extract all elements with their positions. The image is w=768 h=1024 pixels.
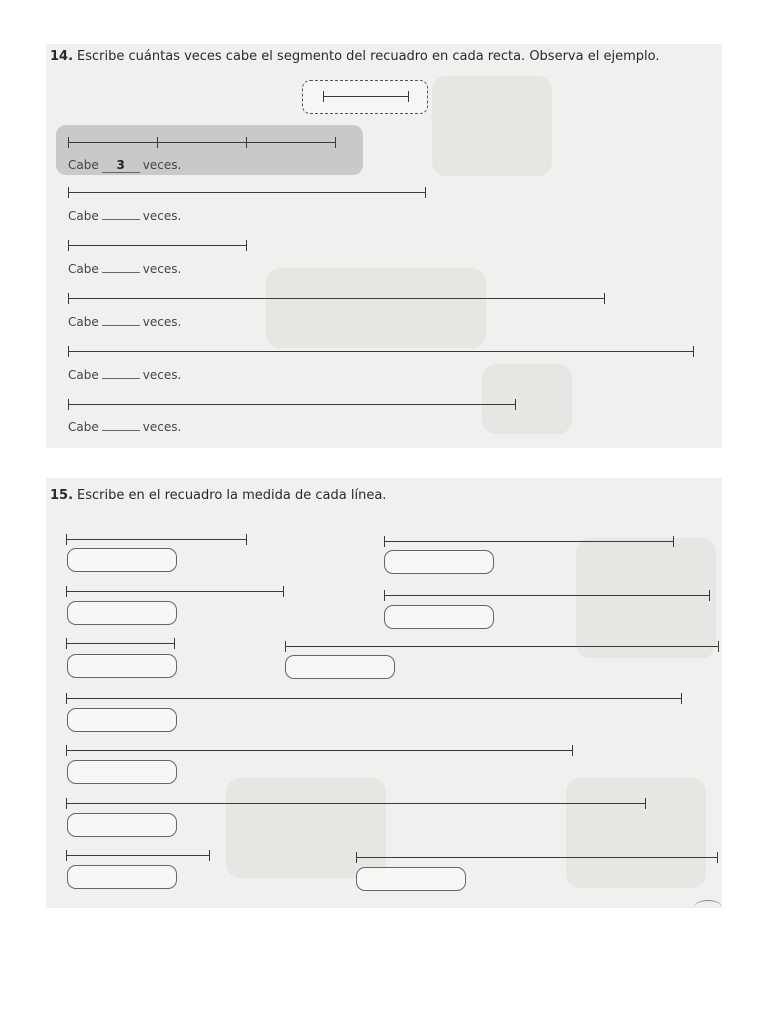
answer-blank[interactable] xyxy=(102,325,140,326)
measure-answer-box[interactable] xyxy=(384,550,494,574)
exercise-15-heading xyxy=(50,488,386,503)
measure-answer-box[interactable] xyxy=(67,548,177,572)
reference-segment xyxy=(323,96,409,97)
line-to-measure xyxy=(68,404,516,405)
sentence-word-veces: veces. xyxy=(142,158,182,172)
example-tick xyxy=(157,137,158,148)
exercise-number: 14. xyxy=(50,49,74,64)
sentence-word-veces: veces. xyxy=(142,262,182,276)
line-to-measure xyxy=(68,298,605,299)
measure-answer-box[interactable] xyxy=(67,708,177,732)
line-to-measure xyxy=(66,698,682,699)
line-to-measure xyxy=(66,591,284,592)
answer-sentence xyxy=(68,368,181,382)
answer-sentence xyxy=(68,209,181,223)
sentence-word-cabe: Cabe xyxy=(68,315,99,329)
line-to-measure xyxy=(68,351,694,352)
example-line xyxy=(68,142,336,143)
sentence-word-cabe: Cabe xyxy=(68,420,99,434)
exercise-instruction: Escribe cuántas veces cabe el segmento del recuadro en cada recta. Observa el ejemplo. xyxy=(77,49,660,64)
answer-blank[interactable] xyxy=(102,219,140,220)
line-to-measure xyxy=(66,643,175,644)
line-to-measure xyxy=(68,245,247,246)
exercise-14-heading xyxy=(50,49,659,64)
measure-answer-box[interactable] xyxy=(384,605,494,629)
line-to-measure xyxy=(66,539,247,540)
measure-answer-box[interactable] xyxy=(67,654,177,678)
example-answer: 3 xyxy=(102,158,140,173)
line-to-measure xyxy=(384,595,710,596)
measure-answer-box[interactable] xyxy=(285,655,395,679)
sentence-word-veces: veces. xyxy=(142,315,182,329)
answer-blank[interactable] xyxy=(102,430,140,431)
sentence-word-cabe: Cabe xyxy=(68,368,99,382)
measure-answer-box[interactable] xyxy=(67,813,177,837)
measure-answer-box[interactable] xyxy=(67,601,177,625)
line-to-measure xyxy=(66,855,210,856)
answer-sentence xyxy=(68,420,181,434)
sentence-word-cabe: Cabe xyxy=(68,209,99,223)
sentence-word-cabe: Cabe xyxy=(68,158,99,172)
sentence-word-veces: veces. xyxy=(142,209,182,223)
line-to-measure xyxy=(68,192,426,193)
exercise-number: 15. xyxy=(50,488,74,503)
line-to-measure xyxy=(66,750,573,751)
line-to-measure xyxy=(384,541,674,542)
sentence-word-veces: veces. xyxy=(142,420,182,434)
answer-blank[interactable] xyxy=(102,378,140,379)
line-to-measure xyxy=(356,857,718,858)
line-to-measure xyxy=(66,803,646,804)
sentence-word-cabe: Cabe xyxy=(68,262,99,276)
measure-answer-box[interactable] xyxy=(67,760,177,784)
page-corner-mark xyxy=(694,900,722,915)
measure-answer-box[interactable] xyxy=(67,865,177,889)
example-sentence xyxy=(68,158,181,173)
answer-blank[interactable] xyxy=(102,272,140,273)
measure-answer-box[interactable] xyxy=(356,867,466,891)
answer-sentence xyxy=(68,315,181,329)
answer-sentence xyxy=(68,262,181,276)
line-to-measure xyxy=(285,646,719,647)
sentence-word-veces: veces. xyxy=(142,368,182,382)
exercise-instruction: Escribe en el recuadro la medida de cada línea. xyxy=(77,488,387,503)
example-tick xyxy=(246,137,247,148)
reference-segment-box xyxy=(302,80,428,114)
